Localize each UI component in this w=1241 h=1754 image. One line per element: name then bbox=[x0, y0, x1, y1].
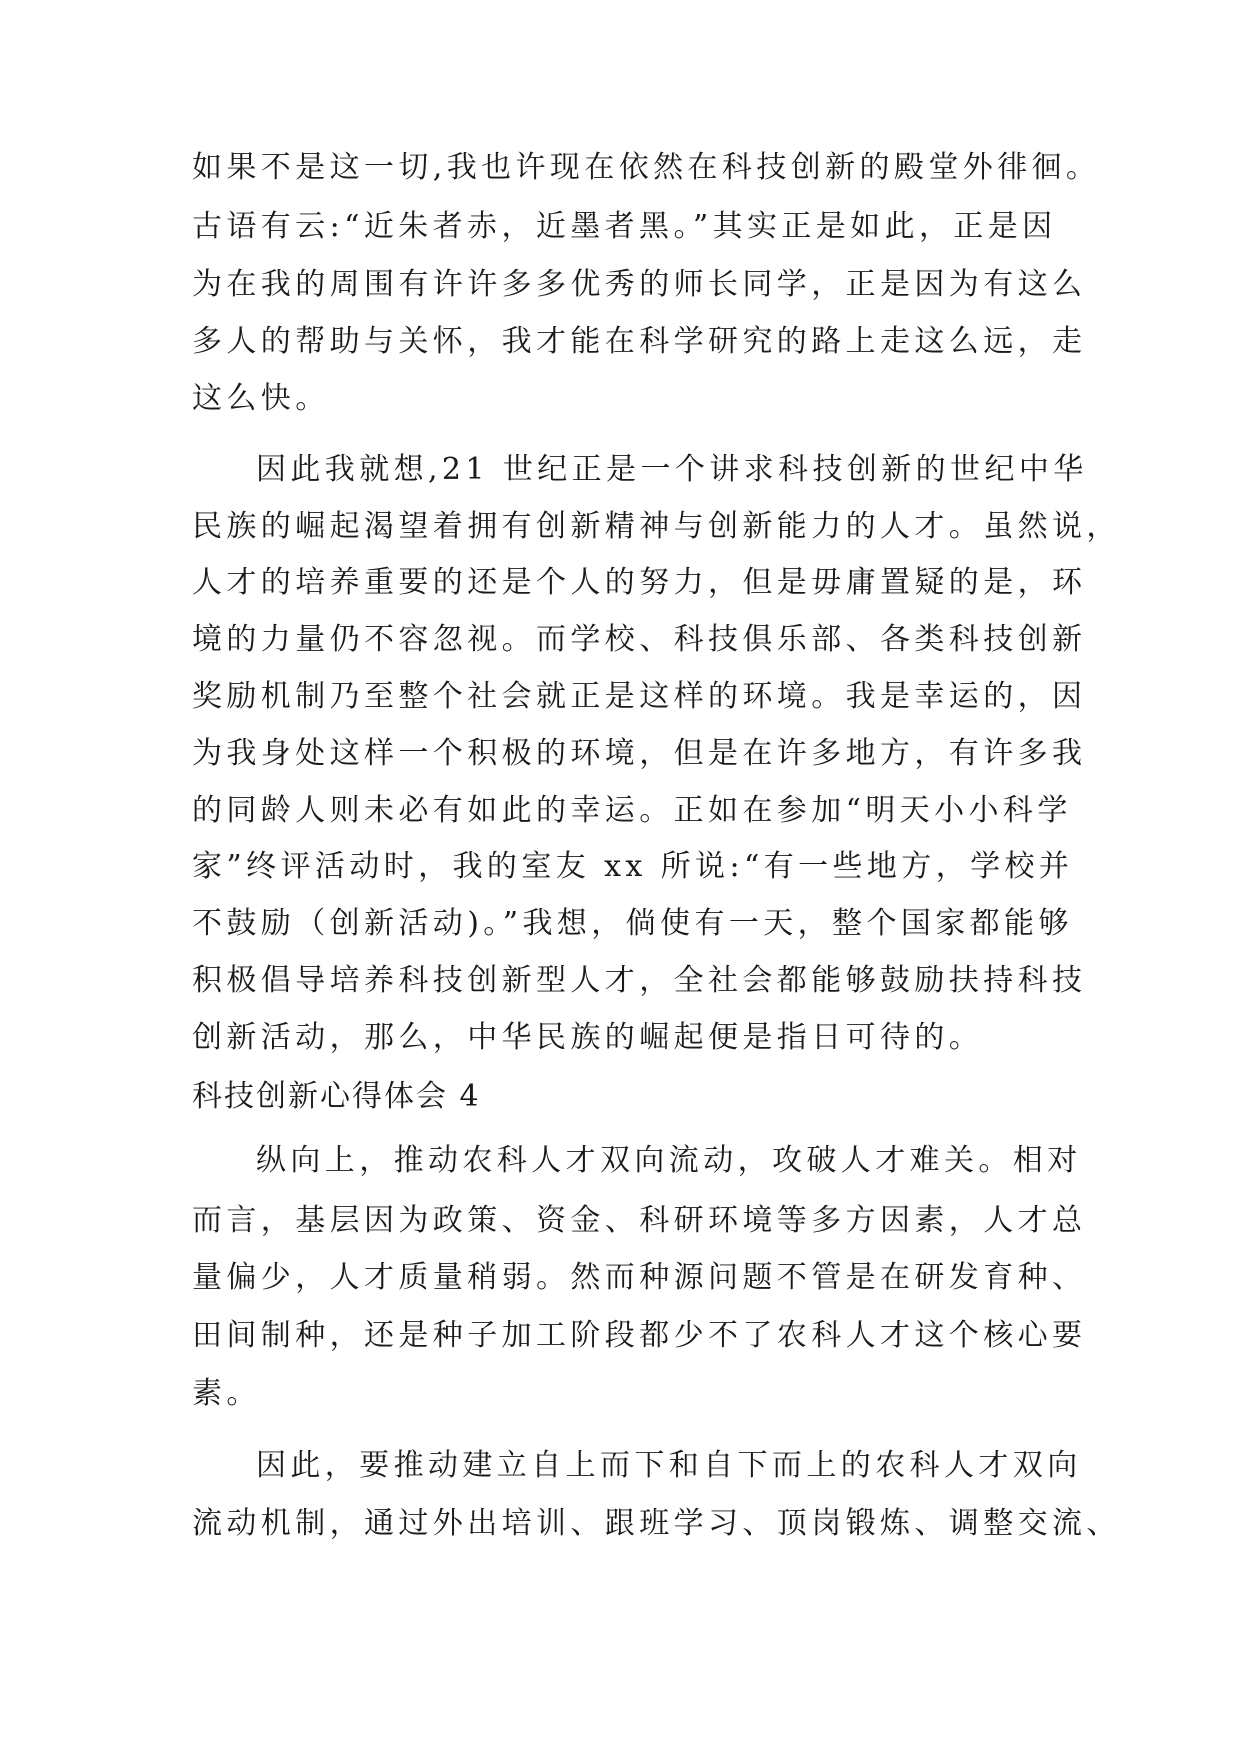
text-line: 素。 bbox=[192, 1376, 261, 1411]
text-line: 田间制种，还是种子加工阶段都少不了农科人才这个核心要 bbox=[192, 1318, 1087, 1353]
text-line: 因此，要推动建立自上而下和自下而上的农科人才双向 bbox=[256, 1448, 1082, 1483]
text-line: 多人的帮助与关怀，我才能在科学研究的路上走这么远，走 bbox=[192, 324, 1087, 359]
text-line: 奖励机制乃至整个社会就正是这样的环境。我是幸运的，因 bbox=[192, 679, 1087, 714]
text-line: 为我身处这样一个积极的环境，但是在许多地方，有许多我 bbox=[192, 736, 1087, 771]
text-line: 为在我的周围有许许多多优秀的师长同学，正是因为有这么 bbox=[192, 267, 1087, 302]
text-line: 人才的培养重要的还是个人的努力，但是毋庸置疑的是，环 bbox=[192, 565, 1087, 600]
text-line: 创新活动，那么，中华民族的崛起便是指日可待的。 bbox=[192, 1020, 984, 1055]
text-line: 量偏少，人才质量稍弱。然而种源问题不管是在研发育种、 bbox=[192, 1260, 1087, 1295]
text-line: 境的力量仍不容忽视。而学校、科技俱乐部、各类科技创新 bbox=[192, 622, 1087, 657]
text-line: 如果不是这一切,我也许现在依然在科技创新的殿堂外徘徊。 bbox=[192, 150, 1101, 185]
text-line: 因此我就想,21 世纪正是一个讲求科技创新的世纪中华 bbox=[256, 452, 1088, 487]
text-line: 纵向上，推动农科人才双向流动，攻破人才难关。相对 bbox=[256, 1143, 1082, 1178]
text-line: 的同龄人则未必有如此的幸运。正如在参加“明天小小科学 bbox=[192, 793, 1072, 828]
text-line: 不鼓励（创新活动)。”我想，倘使有一天，整个国家都能够 bbox=[192, 906, 1073, 941]
text-line: 民族的崛起渴望着拥有创新精神与创新能力的人才。虽然说， bbox=[192, 509, 1121, 544]
text-line: 这么快。 bbox=[192, 381, 330, 416]
text-line: 积极倡导培养科技创新型人才，全社会都能够鼓励扶持科技 bbox=[192, 963, 1087, 998]
text-line: 流动机制，通过外出培训、跟班学习、顶岗锻炼、调整交流、 bbox=[192, 1506, 1121, 1541]
text-line: 而言，基层因为政策、资金、科研环境等多方因素，人才总 bbox=[192, 1203, 1087, 1238]
text-line: 家”终评活动时，我的室友 xx 所说:“有一些地方，学校并 bbox=[192, 849, 1074, 884]
text-line: 古语有云:“近朱者赤，近墨者黑。”其实正是如此，正是因 bbox=[192, 209, 1057, 244]
section-heading: 科技创新心得体会 4 bbox=[192, 1079, 481, 1114]
